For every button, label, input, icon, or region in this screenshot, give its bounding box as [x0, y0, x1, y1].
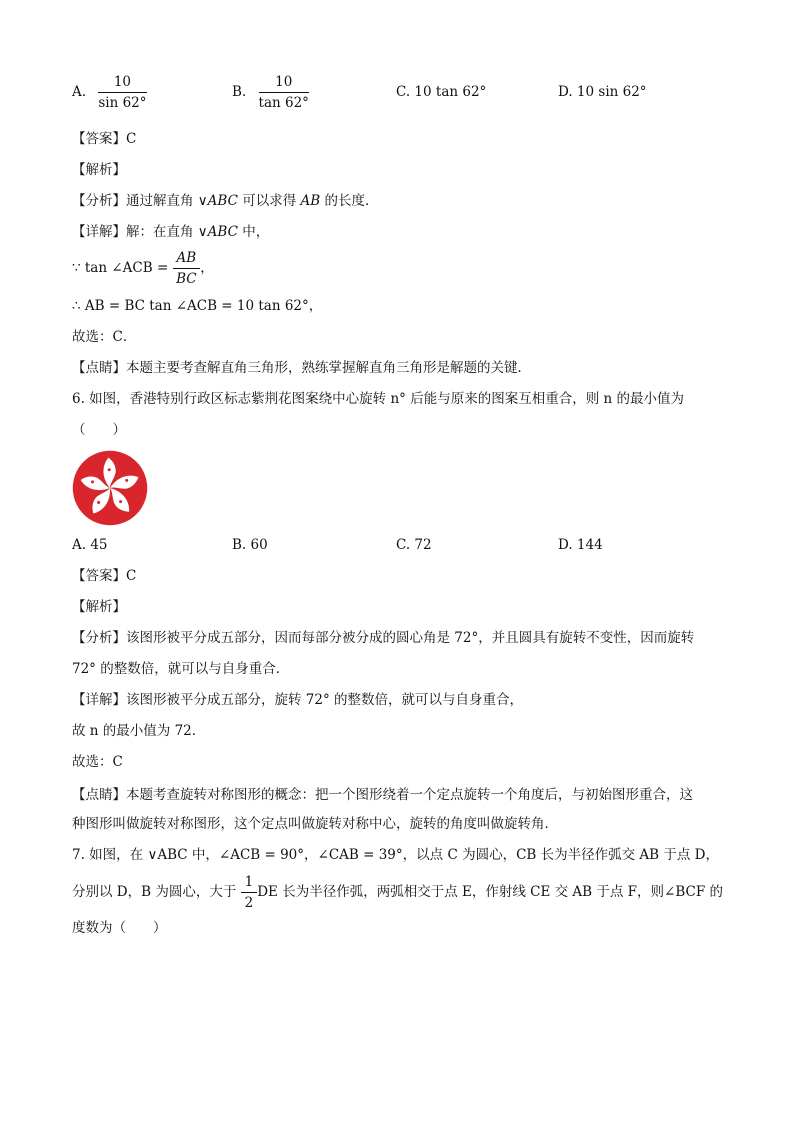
text: ， — [200, 260, 214, 277]
q5-fenxi — [72, 193, 379, 209]
q6-fenxi-line-2: 72° 的整数倍，就可以与自身重合． — [72, 661, 290, 677]
q5-equation-2: ∴ AB = BC tan ∠ACB = 10 tan 62°， — [72, 298, 323, 314]
q6-xiangjie-line-1: 【详解】该图形被平分成五部分，旋转 72° 的整数倍，就可以与自身重合， — [72, 692, 524, 708]
q7-stem-line-2 — [72, 874, 723, 911]
q5-option-a — [72, 74, 147, 111]
fraction-denominator: 2 — [244, 895, 254, 912]
text: ∵ tan ∠ACB = — [72, 260, 173, 277]
q6-choose: 故选：C — [72, 754, 123, 770]
q5-answer: 【答案】C — [72, 131, 137, 147]
q5-equation-1 — [72, 250, 214, 287]
text: 中， — [237, 224, 270, 240]
fraction-numerator: 10 — [259, 74, 309, 93]
q7-stem-line-3: 度数为（ ） — [72, 920, 167, 936]
fraction — [241, 874, 258, 911]
q6-dianjing-line-2: 种图形叫做旋转对称图形，这个定点叫做旋转对称中心，旋转的角度叫做旋转角． — [72, 816, 558, 832]
q6-option-d: D. 144 — [558, 537, 603, 553]
text: 可以求得 — [237, 193, 301, 209]
q6-dianjing-line-1: 【点睛】本题考查旋转对称图形的概念：把一个图形绕着一个定点旋转一个角度后，与初始图形重合，这 — [72, 787, 693, 803]
fraction — [173, 250, 201, 287]
text: 【详解】解：在直角 — [72, 224, 198, 240]
q6-option-c: C. 72 — [396, 537, 432, 553]
fraction-denominator: BC — [176, 271, 197, 288]
q5-analysis-heading: 【解析】 — [72, 162, 126, 178]
option-label: A. — [72, 84, 87, 100]
triangle-symbol: ∨ABC — [197, 193, 238, 209]
q5-dianjing: 【点睛】本题主要考查解直角三角形，熟练掌握解直角三角形是解题的关键． — [72, 360, 531, 376]
option-label: B. — [232, 84, 247, 100]
text: 分别以 D，B 为圆心，大于 — [72, 884, 241, 901]
q5-choose: 故选：C． — [72, 329, 137, 345]
q6-option-b: B. 60 — [232, 537, 268, 553]
q5-xiangjie — [72, 224, 269, 240]
fraction — [98, 74, 146, 111]
fraction-numerator: 10 — [98, 74, 146, 93]
q5-option-d: D. 10 sin 62° — [558, 84, 647, 100]
text: 的长度． — [320, 193, 379, 209]
q6-answer: 【答案】C — [72, 568, 137, 584]
q7-stem-line-1: 7. 如图，在 ∨ABC 中，∠ACB = 90°，∠CAB = 39°，以点 C 为圆心，CB 长为半径作弧交 AB 于点 D， — [72, 847, 719, 863]
fraction-denominator: tan 62° — [258, 95, 309, 111]
q5-option-b — [232, 74, 309, 111]
q6-xiangjie-line-2: 故 n 的最小值为 72． — [72, 723, 206, 739]
text: DE 长为半径作弧，两弧相交于点 E，作射线 CE 交 AB 于点 F，则∠BCF 的 — [257, 884, 723, 901]
text: 【分析】通过解直角 — [72, 193, 198, 209]
q5-option-c: C. 10 tan 62° — [396, 84, 487, 100]
fraction — [259, 74, 309, 111]
segment-label: AB — [300, 193, 321, 209]
q6-option-a: A. 45 — [72, 537, 108, 553]
bauhinia-emblem-icon — [72, 450, 148, 526]
q6-stem-line-1: 6. 如图，香港特别行政区标志紫荆花图案绕中心旋转 n° 后能与原来的图案互相重合，则 n 的最小值为 — [72, 391, 684, 407]
q6-stem-line-2: （ ） — [72, 422, 126, 438]
fraction-denominator: sin 62° — [98, 95, 147, 111]
triangle-symbol: ∨ABC — [197, 224, 238, 240]
fraction-numerator: 1 — [241, 874, 258, 893]
q6-analysis-heading: 【解析】 — [72, 599, 126, 615]
q6-fenxi-line-1: 【分析】该图形被平分成五部分，因而每部分被分成的圆心角是 72°，并且圆具有旋转不变性，因而旋转 — [72, 630, 695, 646]
fraction-numerator: AB — [173, 250, 201, 269]
